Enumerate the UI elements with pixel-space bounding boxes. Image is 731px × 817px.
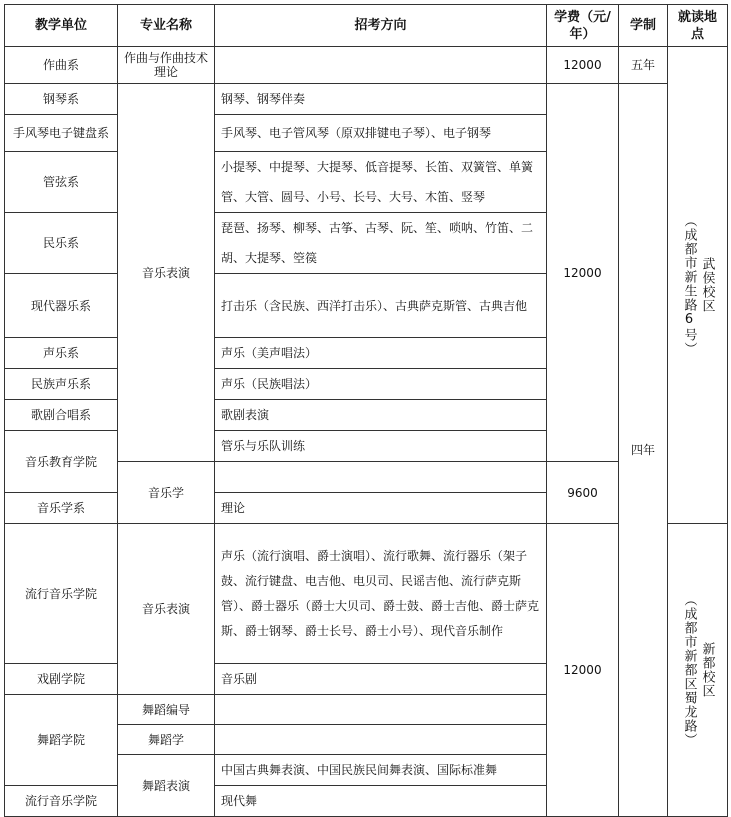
major-cell: 舞蹈学 — [118, 725, 215, 755]
campus-xindu-cell — [668, 524, 728, 817]
major-cell: 作曲与作曲技术理论 — [118, 47, 215, 84]
direction-cell: 音乐剧 — [215, 664, 547, 695]
direction-cell: 声乐（民族唱法） — [215, 369, 547, 400]
direction-cell: 钢琴、钢琴伴奏 — [215, 84, 547, 115]
years-cell: 五年 — [619, 47, 668, 84]
direction-cell: 声乐（美声唱法） — [215, 338, 547, 369]
fee-cell: 9600 — [547, 462, 619, 524]
direction-cell: 手风琴、电子管风琴（原双排键电子琴）、电子钢琴 — [215, 115, 547, 152]
years-cell: 四年 — [619, 84, 668, 817]
table-row — [5, 84, 728, 115]
unit-cell: 舞蹈学院 — [5, 695, 118, 786]
direction-cell: 理论 — [215, 493, 547, 524]
fee-cell: 12000 — [547, 524, 619, 817]
header-fee: 学费（元/年） — [547, 5, 619, 47]
unit-cell: 流行音乐学院 — [5, 786, 118, 817]
header-location: 就读地点 — [668, 5, 728, 47]
unit-cell: 现代器乐系 — [5, 274, 118, 338]
unit-cell: 民族声乐系 — [5, 369, 118, 400]
major-cell: 音乐表演 — [118, 524, 215, 695]
major-cell: 音乐表演 — [118, 84, 215, 462]
unit-cell: 民乐系 — [5, 213, 118, 274]
header-years: 学制 — [619, 5, 668, 47]
direction-cell: 琵琶、扬琴、柳琴、古筝、古琴、阮、笙、唢呐、竹笛、二胡、大提琴、箜篌 — [215, 213, 547, 274]
major-cell: 舞蹈表演 — [118, 755, 215, 817]
direction-cell: 打击乐（含民族、西洋打击乐）、古典萨克斯管、古典吉他 — [215, 274, 547, 338]
direction-cell — [215, 725, 547, 755]
fee-cell: 12000 — [547, 47, 619, 84]
campus-name: 武侯校区 — [699, 257, 715, 313]
direction-cell: 管乐与乐队训练 — [215, 431, 547, 462]
direction-cell: 声乐（流行演唱、爵士演唱）、流行歌舞、流行器乐（架子鼓、流行键盘、电吉他、电贝司、民谣吉他、流行萨克斯管）、爵士器乐（爵士大贝司、爵士鼓、爵士吉他、爵士萨克斯、爵士钢琴、爵士长号、爵士小号）、现代音乐制作 — [215, 524, 547, 664]
unit-cell: 钢琴系 — [5, 84, 118, 115]
direction-cell: 小提琴、中提琴、大提琴、低音提琴、长笛、双簧管、单簧管、大管、圆号、小号、长号、大号、木笛、竖琴 — [215, 152, 547, 213]
major-cell: 舞蹈编导 — [118, 695, 215, 725]
direction-cell: 中国古典舞表演、中国民族民间舞表演、国际标准舞 — [215, 755, 547, 786]
campus-wuhou-cell — [668, 47, 728, 524]
header-major: 专业名称 — [118, 5, 215, 47]
unit-cell: 手风琴电子键盘系 — [5, 115, 118, 152]
header-row — [5, 5, 728, 47]
campus-address: （成都市新生路6号） — [681, 214, 697, 356]
unit-cell: 音乐教育学院 — [5, 431, 118, 493]
direction-cell — [215, 462, 547, 493]
unit-cell: 音乐学系 — [5, 493, 118, 524]
unit-cell: 歌剧合唱系 — [5, 400, 118, 431]
direction-cell — [215, 695, 547, 725]
direction-cell — [215, 47, 547, 84]
campus-address: （成都市新都区蜀龙路） — [681, 593, 697, 747]
fee-cell: 12000 — [547, 84, 619, 462]
header-direction: 招考方向 — [215, 5, 547, 47]
direction-cell: 歌剧表演 — [215, 400, 547, 431]
header-unit: 教学单位 — [5, 5, 118, 47]
campus-name: 新都校区 — [699, 642, 715, 698]
table-row — [5, 47, 728, 84]
unit-cell: 戏剧学院 — [5, 664, 118, 695]
unit-cell: 流行音乐学院 — [5, 524, 118, 664]
unit-cell: 声乐系 — [5, 338, 118, 369]
unit-cell: 作曲系 — [5, 47, 118, 84]
direction-cell: 现代舞 — [215, 786, 547, 817]
unit-cell: 管弦系 — [5, 152, 118, 213]
admissions-table — [4, 4, 728, 817]
major-cell: 音乐学 — [118, 462, 215, 524]
